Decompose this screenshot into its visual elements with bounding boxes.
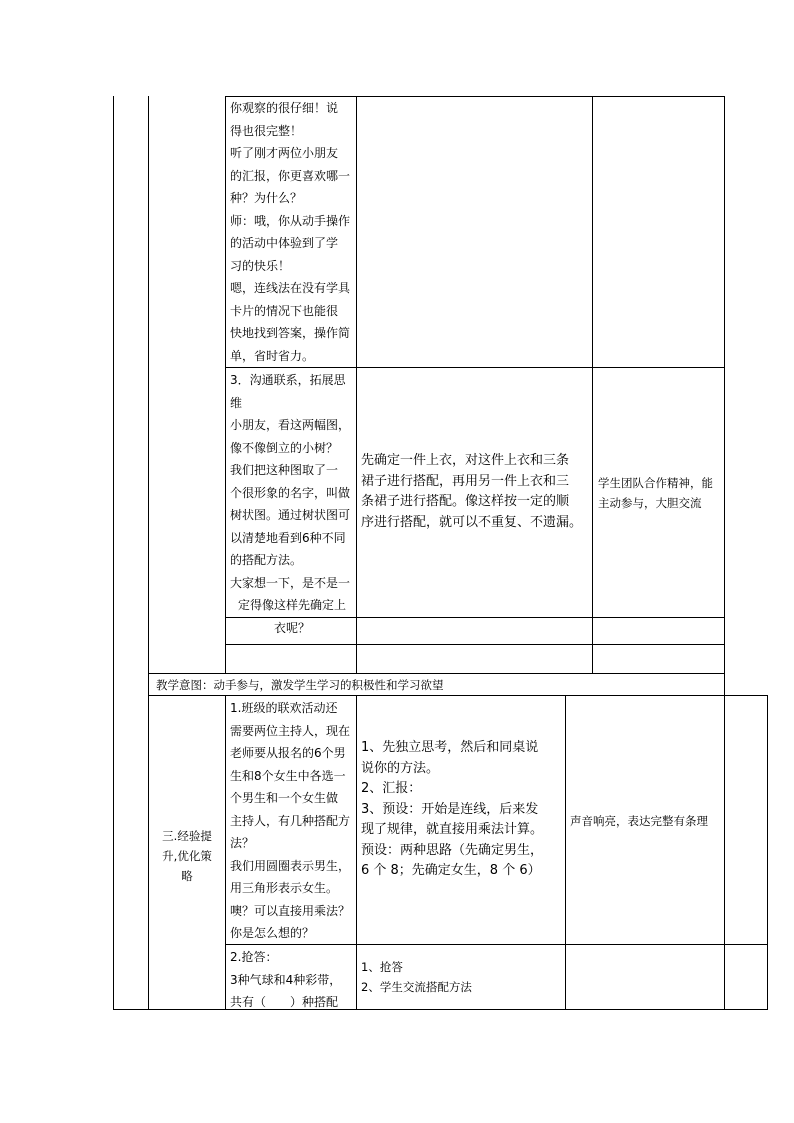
lower-col-line-1 (225, 695, 226, 1010)
border-left-inner (148, 96, 149, 1010)
lower-col-line-3 (565, 695, 566, 1010)
design-intent-cell-3: 声音响亮，表达完整有条理 (570, 814, 708, 828)
text-line: 3种气球和4种彩带， (230, 972, 342, 987)
text-line: 单，省时省力。 (230, 348, 315, 363)
text-line: 师：哦，你从动手操作 (230, 213, 351, 228)
text-line: 种？为什么？ (230, 191, 303, 205)
text-line: 以清楚地看到6种不同 (230, 530, 346, 545)
text-line: 大家想一下，是不是一 (230, 575, 351, 590)
upper-col-line-1 (225, 96, 226, 673)
upper-col-line-4 (724, 96, 725, 695)
text-line: 三.经验提 (162, 829, 212, 843)
table-bottom (113, 1009, 768, 1010)
student-activity-cell-4 (361, 957, 563, 997)
upper-row-line-1 (225, 367, 725, 368)
text-line: 法？ (230, 836, 255, 850)
text-line: 我们用圆圈表示男生， (230, 858, 351, 873)
lower-col-line-5 (767, 695, 768, 1010)
text-line: 个男生和一个女生做 (230, 791, 339, 805)
text-line: 先确定一件上衣，对这件上衣和三条 (361, 453, 570, 468)
text-line: 噢？可以直接用乘法？ (230, 903, 351, 918)
text-line: 共有（ ）种搭配 (230, 995, 339, 1009)
text-line: 你是怎么想的？ (230, 926, 315, 940)
text-line: 用三角形表示女生。 (230, 881, 339, 895)
intent-row-bottom (148, 695, 768, 696)
text-line: 小朋友，看这两幅图， (230, 418, 351, 432)
text-line: 说你的方法。 (361, 760, 440, 776)
text-line: 听了刚才两位小朋友 (230, 146, 339, 160)
border-left-outer (113, 96, 114, 1010)
text-line: 衣呢？ (273, 620, 310, 635)
text-line: 序进行搭配，就可以不重复、不遗漏。 (361, 514, 583, 530)
text-line: 3、预设：开始是连线，后来发 (361, 801, 539, 817)
text-line: 的活动中体验到了学 (230, 236, 339, 250)
teacher-activity-cell-4 (230, 946, 354, 1014)
text-line: 1.班级的联欢活动还 (230, 701, 338, 715)
text-line: 的搭配方法。 (230, 553, 303, 567)
stage-label (150, 826, 224, 886)
text-line: 树状图。通过树状图可 (230, 508, 351, 522)
text-line: 个很形象的名字，叫做 (230, 485, 351, 500)
teacher-activity-cell-2 (230, 369, 354, 639)
text-line: 预设：两种思路（先确定男生， (361, 842, 544, 858)
text-line: 你观察的很仔细！说 (230, 101, 339, 115)
teaching-intent-row: 教学意图：动手参与，激发学生学习的积极性和学习欲望 (156, 678, 444, 692)
text-line: 裙子进行搭配，再用另一件上衣和三 (361, 473, 570, 489)
text-line: 定得像这样先确定上 (237, 598, 346, 612)
lower-col-line-2 (356, 695, 357, 1010)
text-line: 快地找到答案，操作简 (230, 326, 351, 340)
teacher-activity-cell-3 (230, 697, 354, 945)
text-line: 2、学生交流搭配方法 (361, 980, 472, 994)
text-line: 主持人，有几种搭配方 (230, 813, 351, 828)
text-line: 2、汇报： (361, 781, 422, 796)
text-line: 的汇报，你更喜欢哪一 (230, 168, 351, 183)
text-line: 需要两位主持人，现在 (230, 723, 351, 738)
text-line: 条裙子进行搭配。像这样按一定的顺 (361, 494, 570, 509)
text-line: 1、先独立思考，然后和同桌说 (361, 740, 539, 755)
upper-row-line-3 (225, 644, 725, 645)
text-line: 3．沟通联系，拓展思 (230, 373, 346, 387)
lower-col-line-4 (724, 695, 725, 1010)
teacher-activity-cell-1 (230, 97, 354, 367)
text-line: 升,优化策 (162, 849, 212, 863)
text-line: 现了规律，就直接用乘法计算。 (361, 822, 544, 837)
text-line: 我们把这种图取了一 (230, 463, 339, 477)
text-line: 2.抢答： (230, 950, 278, 964)
text-line: 像不像倒立的小树？ (230, 440, 339, 455)
upper-col-line-3 (592, 96, 593, 673)
text-line: 习的快乐！ (230, 258, 291, 273)
student-activity-cell-3 (361, 738, 563, 882)
text-line: 嗯，连线法在没有学具 (230, 281, 351, 295)
upper-row-line-4 (148, 673, 725, 674)
text-line: 卡片的情况下也能很 (230, 303, 339, 318)
student-activity-cell-2 (361, 451, 591, 533)
text-line: 学生团队合作精神，能 (598, 476, 713, 490)
text-line: 1、抢答 (361, 960, 403, 974)
text-line: 老师要从报名的6个男 (230, 746, 346, 760)
text-line: 6 个 8；先确定女生，8 个 6） (361, 863, 541, 878)
text-line: 主动参与，大胆交流 (598, 496, 702, 510)
text-line: 得也很完整！ (230, 123, 303, 138)
text-line: 略 (181, 869, 193, 883)
text-line: 生和8个女生中各选一 (230, 768, 346, 783)
design-intent-cell-2 (598, 473, 722, 513)
upper-col-line-2 (356, 96, 357, 673)
text-line: 维 (230, 395, 243, 410)
